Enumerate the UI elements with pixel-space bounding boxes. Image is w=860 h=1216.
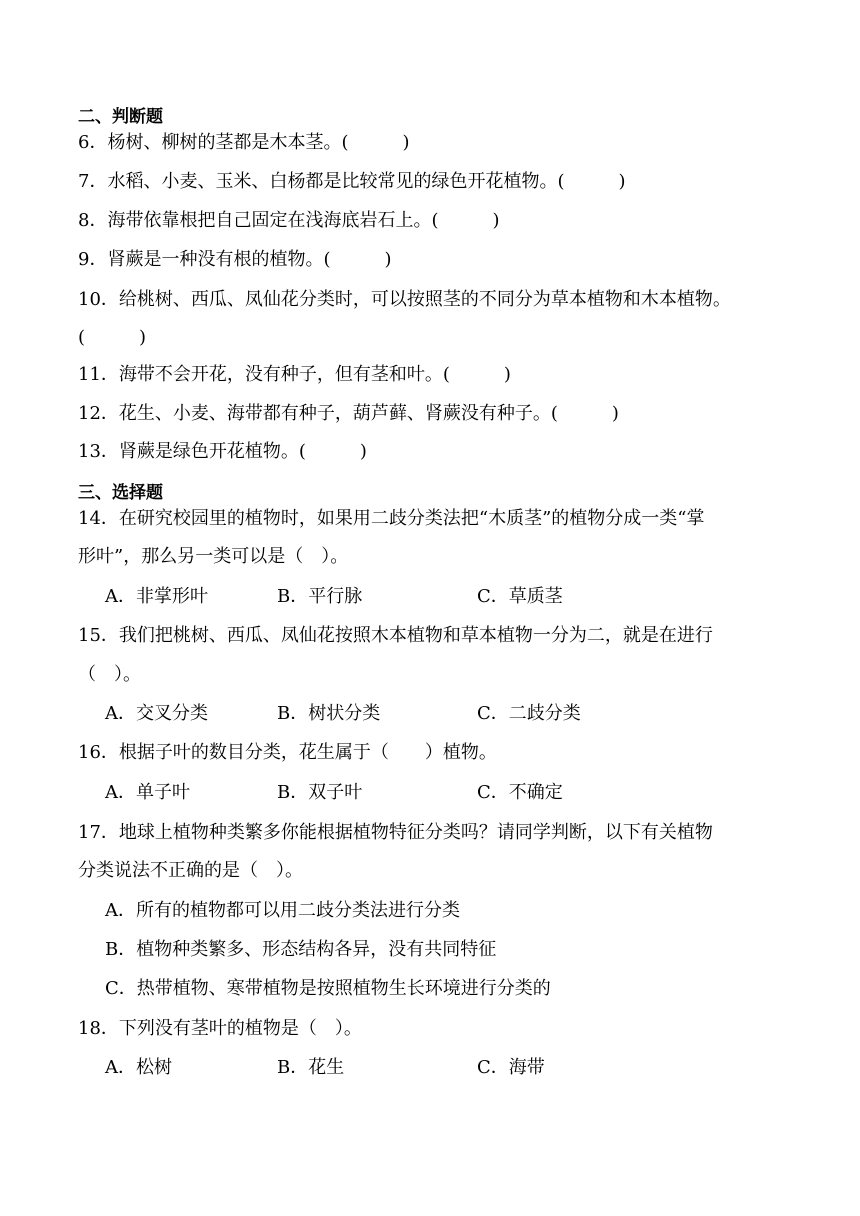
question-15-option-c: C．二歧分类 (477, 703, 581, 724)
question-8: 8．海带依靠根把自己固定在浅海底岩石上。( ) (78, 210, 500, 231)
question-7: 7．水稻、小麦、玉米、白杨都是比较常见的绿色开花植物。( ) (78, 171, 626, 192)
question-18-option-b: B．花生 (277, 1057, 345, 1078)
question-11: 11．海带不会开花，没有种子，但有茎和叶。( ) (78, 364, 511, 385)
question-15-option-b: B．树状分类 (277, 703, 381, 724)
question-17-option-a: A．所有的植物都可以用二歧分类法进行分类 (105, 900, 460, 921)
question-12: 12．花生、小麦、海带都有种子，葫芦藓、肾蕨没有种子。( ) (78, 403, 619, 424)
question-10-blank: ( ) (78, 327, 147, 348)
question-14-line1: 14．在研究校园里的植物时，如果用二歧分类法把“木质茎”的植物分成一类“掌 (78, 508, 705, 529)
question-16-option-c: C．不确定 (477, 782, 563, 803)
question-17-line1: 17．地球上植物种类繁多你能根据植物特征分类吗？请同学判断，以下有关植物 (78, 822, 713, 843)
question-17-option-b: B．植物种类繁多、形态结构各异，没有共同特征 (105, 939, 497, 960)
question-15-line2: （ ）。 (78, 664, 141, 685)
question-16: 16．根据子叶的数目分类，花生属于（ ）植物。 (78, 742, 497, 763)
question-13: 13．肾蕨是绿色开花植物。( ) (78, 441, 367, 462)
question-6: 6．杨树、柳树的茎都是木本茎。( ) (78, 132, 410, 153)
question-9: 9．肾蕨是一种没有根的植物。( ) (78, 249, 392, 270)
section-title-judge: 二、判断题 (78, 107, 163, 127)
question-14-option-a: A．非掌形叶 (105, 586, 208, 607)
question-17-line2: 分类说法不正确的是（ ）。 (78, 860, 303, 881)
question-15-line1: 15．我们把桃树、西瓜、凤仙花按照木本植物和草本植物一分为二，就是在进行 (78, 625, 713, 646)
question-18-option-c: C．海带 (477, 1057, 545, 1078)
question-14-option-c: C．草质茎 (477, 586, 563, 607)
question-10: 10．给桃树、西瓜、凤仙花分类时，可以按照茎的不同分为草本植物和木本植物。 (78, 289, 731, 310)
question-16-option-a: A．单子叶 (105, 782, 190, 803)
question-14-line2: 形叶”，那么另一类可以是（ ）。 (78, 546, 349, 567)
question-15-option-a: A．交叉分类 (105, 703, 208, 724)
section-title-choice: 三、选择题 (78, 483, 163, 503)
question-18: 18．下列没有茎叶的植物是（ ）。 (78, 1018, 362, 1039)
question-14-option-b: B．平行脉 (277, 586, 363, 607)
question-17-option-c: C．热带植物、寒带植物是按照植物生长环境进行分类的 (105, 978, 551, 999)
question-16-option-b: B．双子叶 (277, 782, 363, 803)
question-18-option-a: A．松树 (105, 1057, 172, 1078)
